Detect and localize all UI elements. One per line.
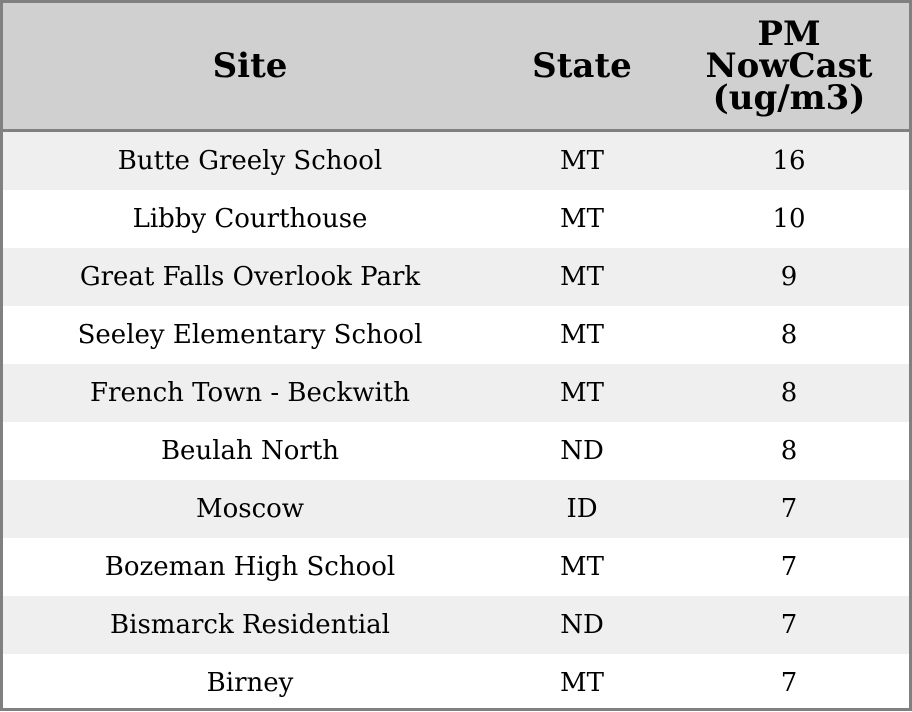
cell-state: ND	[560, 436, 604, 466]
cell-state: MT	[560, 262, 604, 292]
table-row	[3, 132, 909, 190]
table-row	[3, 422, 909, 480]
cell-pm-value: 16	[772, 146, 806, 176]
cell-site: Bismarck Residential	[110, 610, 390, 640]
table-row	[3, 190, 909, 248]
cell-site: Libby Courthouse	[132, 204, 368, 234]
header-pm-nowcast-line1: PM	[757, 14, 821, 54]
cell-state: MT	[560, 204, 604, 234]
cell-pm-value: 9	[780, 262, 798, 292]
cell-state: ID	[566, 494, 598, 524]
cell-site: Beulah North	[160, 436, 340, 466]
cell-pm-value: 8	[780, 378, 798, 408]
cell-pm-value: 10	[772, 204, 806, 234]
cell-pm-value: 7	[780, 494, 798, 524]
table-row	[3, 248, 909, 306]
header-pm-nowcast	[687, 3, 891, 129]
header-pm-nowcast-line2: NowCast	[705, 46, 873, 86]
cell-pm-value: 8	[780, 320, 798, 350]
cell-state: MT	[560, 668, 604, 698]
table-row	[3, 480, 909, 538]
cell-pm-value: 7	[780, 552, 798, 582]
table-row	[3, 538, 909, 596]
cell-state: MT	[560, 146, 604, 176]
cell-site: Great Falls Overlook Park	[79, 262, 421, 292]
cell-pm-value: 7	[780, 610, 798, 640]
cell-state: MT	[560, 320, 604, 350]
table-row	[3, 306, 909, 364]
cell-site: Butte Greely School	[117, 146, 383, 176]
cell-state: ND	[560, 610, 604, 640]
table-row	[3, 596, 909, 654]
cell-pm-value: 8	[780, 436, 798, 466]
cell-site: Seeley Elementary School	[77, 320, 423, 350]
table-row	[3, 364, 909, 422]
table-row	[3, 654, 909, 712]
cell-state: MT	[560, 552, 604, 582]
table-header-row	[3, 3, 909, 132]
cell-site: Moscow	[195, 494, 305, 524]
cell-site: Birney	[206, 668, 294, 698]
cell-pm-value: 7	[780, 668, 798, 698]
cell-site: Bozeman High School	[104, 552, 396, 582]
header-site: Site	[212, 46, 288, 86]
cell-state: MT	[560, 378, 604, 408]
header-pm-nowcast-line3: (ug/m3)	[712, 78, 866, 118]
cell-site: French Town - Beckwith	[89, 378, 411, 408]
header-state: State	[532, 46, 632, 86]
